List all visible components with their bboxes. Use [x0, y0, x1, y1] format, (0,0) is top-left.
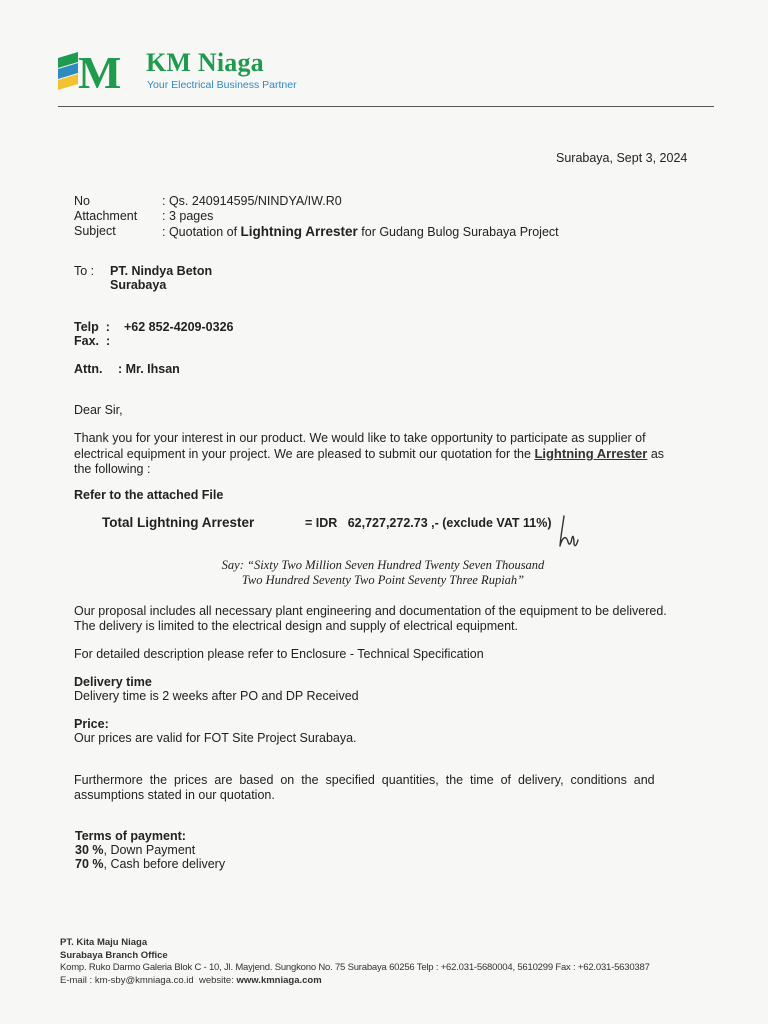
intro-paragraph: [74, 431, 696, 477]
price-text: Our prices are valid for FOT Site Project Surabaya.: [74, 731, 357, 745]
telp-value: +62 852-4209-0326: [124, 320, 234, 334]
delivery-heading: Delivery time: [74, 675, 152, 689]
signature-initial: [556, 514, 582, 550]
say-line-1: Say: “Sixty Two Million Seven Hundred Twenty Seven Thousand: [221, 558, 545, 572]
footer: [60, 937, 650, 987]
meta-attachment-value: : 3 pages: [162, 209, 214, 223]
fax-label: Fax. :: [74, 334, 111, 348]
term-1: [75, 843, 195, 858]
letter-meta: [74, 194, 559, 240]
attn-value: : Mr. Ihsan: [118, 362, 180, 376]
footer-branch: Surabaya Branch Office: [60, 949, 168, 961]
meta-subject-emphasis: Lightning Arrester: [240, 224, 358, 239]
further-line-1: Furthermore the prices are based on the specified quantities, the time of delivery, conditions and: [74, 773, 655, 787]
intro-line-1: Thank you for your interest in our product. We would like to take opportunity to participate as supplier of: [74, 431, 646, 445]
logo-letter: M: [78, 48, 122, 92]
terms-heading: Terms of payment:: [75, 829, 186, 843]
intro-line-3: the following :: [74, 462, 151, 476]
salutation: Dear Sir,: [74, 403, 123, 417]
term-2: [75, 857, 225, 872]
intro-line-2-suffix: as: [647, 447, 665, 461]
attn-label: Attn.: [74, 362, 103, 376]
recipient-to-label: To :: [74, 264, 95, 278]
footer-company: PT. Kita Maju Niaga: [60, 937, 148, 948]
meta-attachment-row: [74, 209, 559, 224]
recipient-company: PT. Nindya Beton: [110, 264, 213, 278]
term-1-text: , Down Payment: [103, 843, 196, 857]
proposal-paragraph: [74, 604, 667, 634]
footer-address: Komp. Ruko Darmo Galeria Blok C - 10, Jl. Mayjend. Sungkono No. 75 Surabaya 60256 Telp : +62.031-5680004, 5610299 Fax : +62.031-5630387: [60, 962, 650, 973]
meta-subject-row: [74, 224, 559, 240]
further-line-2: assumptions stated in our quotation.: [74, 788, 275, 802]
meta-no-row: [74, 194, 559, 209]
header-divider: [58, 106, 714, 107]
amount-in-words: [150, 558, 616, 588]
enclosure-note: For detailed description please refer to Enclosure - Technical Specification: [74, 647, 484, 661]
meta-attachment-label: Attachment: [74, 209, 138, 223]
intro-product-link: Lightning Arrester: [534, 446, 648, 461]
delivery-text: Delivery time is 2 weeks after PO and DP Received: [74, 689, 359, 703]
meta-subject-label: Subject: [74, 224, 116, 238]
proposal-line-1: Our proposal includes all necessary plant engineering and documentation of the equipment to be delivered.: [74, 604, 667, 618]
term-1-percent: 30 %: [75, 843, 104, 857]
letter-date: Surabaya, Sept 3, 2024: [556, 151, 688, 165]
telp-label: Telp :: [74, 320, 110, 334]
intro-line-2-prefix: electrical equipment in your project. We are pleased to submit our quotation for the: [74, 447, 535, 461]
term-2-percent: 70 %: [75, 857, 104, 871]
footer-website-link[interactable]: www.kmniaga.com: [236, 974, 322, 986]
total-label: Total Lightning Arrester: [102, 515, 255, 530]
meta-subject-prefix: : Quotation of: [162, 225, 241, 239]
brand-name: KM Niaga: [146, 48, 264, 77]
meta-no-value: : Qs. 240914595/NINDYA/IW.R0: [162, 194, 342, 208]
say-line-2: Two Hundred Seventy Two Point Seventy Three Rupiah”: [241, 573, 525, 587]
total-value: = IDR 62,727,272.73 ,- (exclude VAT 11%): [305, 516, 552, 530]
proposal-line-2: The delivery is limited to the electrical design and supply of electrical equipment.: [74, 619, 518, 633]
price-heading: Price:: [74, 717, 109, 731]
meta-subject-suffix: for Gudang Bulog Surabaya Project: [357, 225, 559, 239]
brand-tagline: Your Electrical Business Partner: [147, 79, 297, 91]
term-2-text: , Cash before delivery: [103, 857, 226, 871]
company-logo-mark: [56, 48, 136, 92]
meta-no-label: No: [74, 194, 90, 208]
further-paragraph: [74, 773, 694, 803]
refer-attached: Refer to the attached File: [74, 488, 224, 502]
recipient-city: Surabaya: [110, 278, 167, 292]
footer-contact: E-mail : km-sby@kmniaga.co.id website:: [60, 974, 237, 986]
